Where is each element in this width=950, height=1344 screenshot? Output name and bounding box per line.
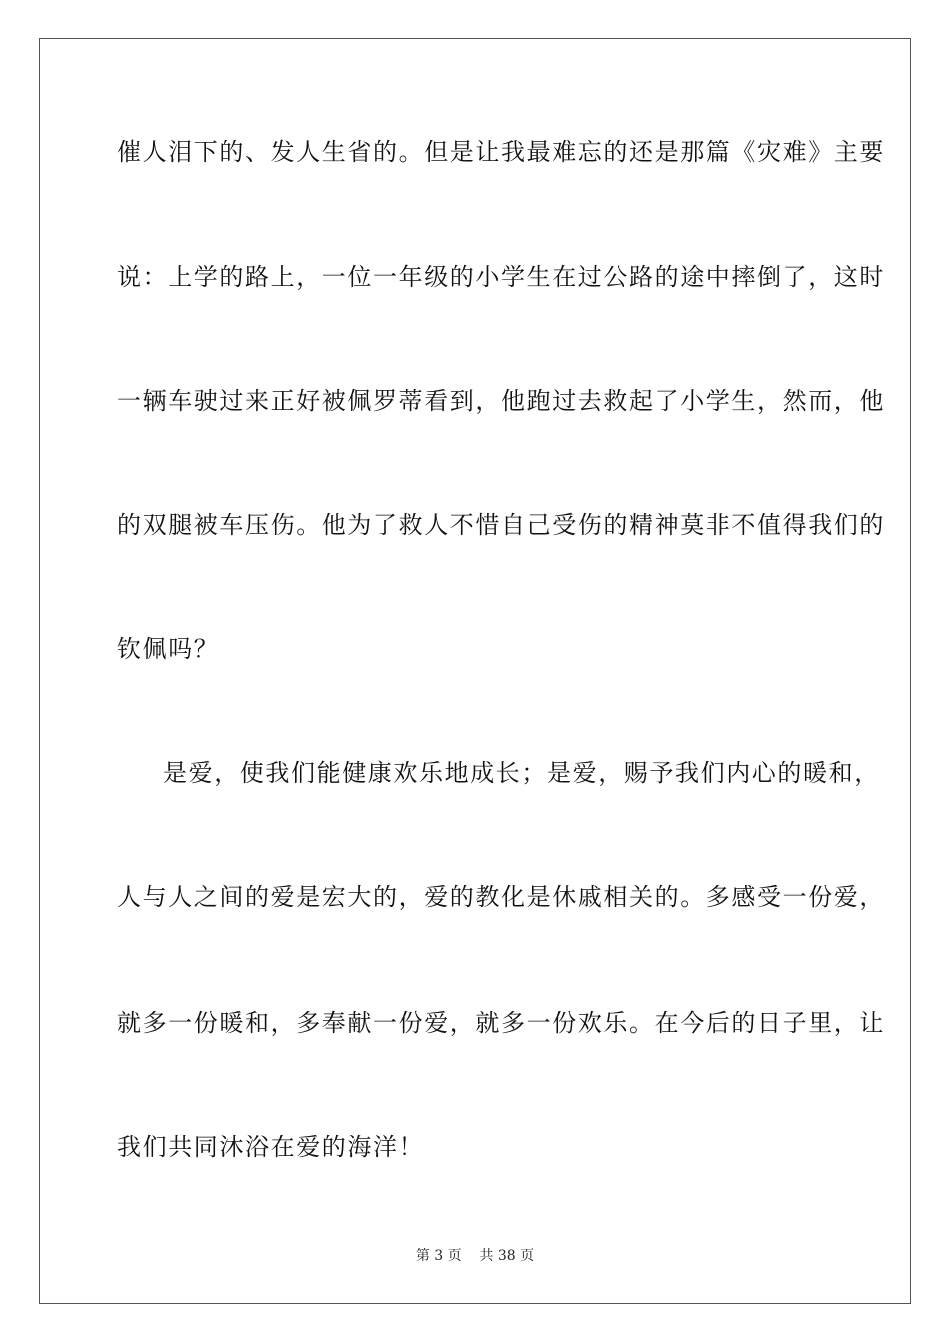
text-line-8: 就多一份暖和，多奉献一份爱，就多一份欢乐。在今后的日子里，让 [117, 1009, 885, 1037]
text-line-3: 一辆车驶过来正好被佩罗蒂看到，他跑过去救起了小学生，然而，他 [117, 387, 885, 415]
text-line-1: 催人泪下的、发人生省的。但是让我最难忘的还是那篇《灾难》主要 [117, 138, 885, 166]
text-line-4: 的双腿被车压伤。他为了救人不惜自己受伤的精神莫非不值得我们的 [117, 511, 885, 539]
page-footer [0, 1247, 950, 1265]
text-line-9: 我们共同沐浴在爱的海洋！ [117, 1133, 425, 1161]
text-line-5: 钦佩吗？ [117, 635, 220, 663]
text-line-6: 是爱，使我们能健康欢乐地成长；是爱，赐予我们内心的暖和， [163, 759, 880, 787]
text-line-2: 说：上学的路上，一位一年级的小学生在过公路的途中摔倒了，这时 [117, 263, 885, 291]
total-pages: 共 38 页 [479, 1248, 535, 1264]
page-number: 第 3 页 [415, 1248, 462, 1264]
page-border [39, 38, 911, 1304]
text-line-7: 人与人之间的爱是宏大的，爱的教化是休戚相关的。多感受一份爱， [117, 883, 885, 911]
